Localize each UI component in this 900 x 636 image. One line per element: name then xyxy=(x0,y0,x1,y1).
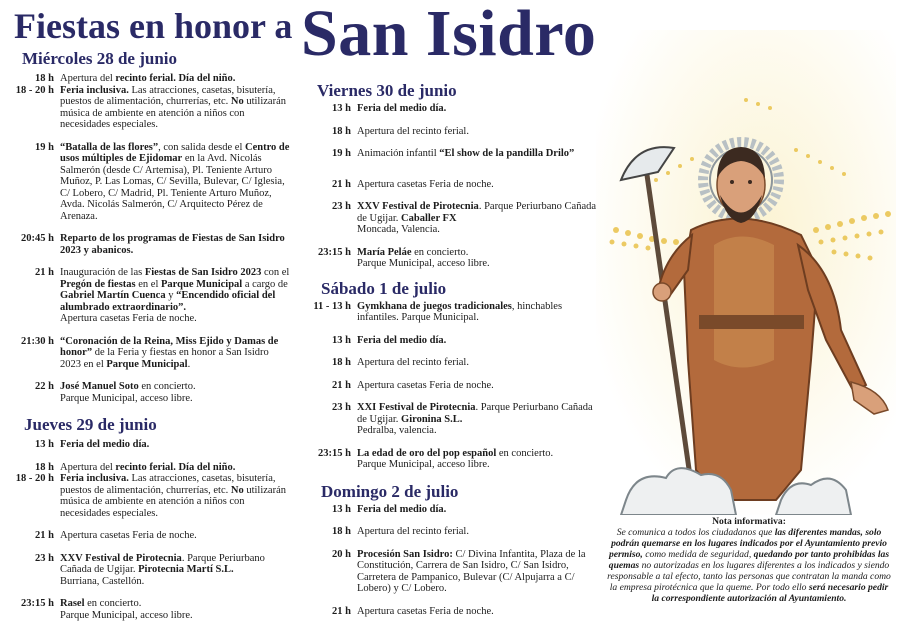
event-item xyxy=(0,473,290,519)
event-time: 13 h xyxy=(35,439,54,450)
event-item xyxy=(0,530,290,542)
column-left xyxy=(0,48,290,621)
column-middle xyxy=(305,80,605,617)
event-desc: XXI Festival de Pirotecnia. Parque Periurbano Cañada de Ugijar. Gironina S.L. Pedralba, valencia. xyxy=(357,402,593,436)
vest xyxy=(714,237,774,368)
event-desc: Apertura casetas Feria de noche. xyxy=(357,379,494,391)
day-heading-jueves: Jueves 29 de junio xyxy=(24,415,157,434)
event-item xyxy=(305,103,605,115)
event-time: 21 h xyxy=(332,605,351,617)
event-desc: Feria del medio día. xyxy=(60,439,150,450)
event-desc: Animación infantil “El show de la pandilla Drilo” xyxy=(357,148,575,159)
event-desc: Gymkhana de juegos tradicionales, hinchables infantiles. Parque Municipal. xyxy=(357,300,563,323)
event-desc: XXV Festival de Pirotecnia. Parque Periurbano Cañada de Ugijar. Caballer FX Moncada, Valencia. xyxy=(357,201,597,235)
event-time: 23 h xyxy=(35,552,54,564)
event-item xyxy=(305,402,605,437)
event-item xyxy=(305,526,605,538)
title-fiestas: Fiestas en honor a xyxy=(14,6,293,46)
event-desc: La edad de oro del pop español en concierto. Parque Municipal, acceso libre. xyxy=(357,447,554,470)
event-item xyxy=(0,462,290,474)
event-desc: “Batalla de las flores”, con salida desde el Centro de usos múltiples de Ejidomar en la Avd. Nicolás Salmerón (desde C/ Artemisa), Pl. Teniente Arturo Muñoz, P. Las Lomas, C/ Sevilla, Bulevar, C/ Iglesia, C/ Lobero, C/ Madrid, Pl. Teniente Arturo Muñoz, Avda. Nicolás Salmerón, C/ Arquitecto Pérez de Arenaza. xyxy=(60,141,290,222)
event-desc: Apertura casetas Feria de noche. xyxy=(357,605,494,617)
event-desc: José Manuel Soto en concierto. Parque Municipal, acceso libre. xyxy=(60,381,196,404)
event-time: 19 h xyxy=(35,141,54,153)
event-item xyxy=(0,233,290,256)
event-time: 13 h xyxy=(332,103,351,114)
event-desc: Apertura del recinto ferial. Día del niño. xyxy=(60,461,236,473)
event-desc: Feria del medio día. xyxy=(357,103,447,114)
event-time: 21 h xyxy=(332,379,351,391)
event-time: 20:45 h xyxy=(21,233,54,244)
event-desc: Feria del medio día. xyxy=(357,334,447,346)
event-desc: Apertura del recinto ferial. xyxy=(357,526,469,537)
event-item xyxy=(0,85,290,131)
event-time: 21 h xyxy=(35,267,54,278)
event-item xyxy=(305,504,605,516)
san-isidro-illustration xyxy=(596,30,896,515)
event-time: 23 h xyxy=(332,201,351,212)
title-san-isidro: San Isidro xyxy=(301,0,597,70)
event-time: 19 h xyxy=(332,148,351,159)
event-time: 21 h xyxy=(332,178,351,190)
event-item xyxy=(0,142,290,223)
event-time: 20 h xyxy=(332,548,351,560)
nota-body: Se comunica a todos los ciudadanos que las diferentes mandas, solo podrán quemarse en los lugares indicados por el Ayuntamiento previo permiso, como medida de seguridad, quedando por tanto prohibidas las quemas no autorizadas en los lugares diferentes a los indicados y siendo responsable a tal efecto, tanto las personas que contratan la manda como la empresa pirotécnica que la queme. Por todo ello será necesario pedir la correspondiente autorización al Ayuntamiento. xyxy=(607,527,891,604)
event-item xyxy=(0,553,290,588)
event-time: 11 - 13 h xyxy=(313,300,351,312)
event-time: 13 h xyxy=(332,503,351,515)
event-time: 21:30 h xyxy=(21,335,54,347)
event-desc: Feria inclusiva. Las atracciones, casetas, bisutería, puestos de alimentación, churrerías, etc. No utilizarán música de ambiente en atención a niños con necesidades especiales. xyxy=(60,84,286,130)
day-heading-sabado: Sábado 1 de julio xyxy=(321,278,447,298)
day-heading-miercoles: Miércoles 28 de junio xyxy=(22,49,178,68)
event-desc: Apertura casetas Feria de noche. xyxy=(357,178,494,190)
event-desc: Apertura del recinto ferial. Día del niño. xyxy=(60,73,236,84)
event-time: 22 h xyxy=(35,381,54,392)
event-item xyxy=(305,179,605,191)
event-item xyxy=(0,336,290,371)
event-time: 18 h xyxy=(332,526,351,537)
event-item xyxy=(305,301,605,324)
event-item xyxy=(305,380,605,392)
event-desc: XXV Festival de Pirotecnia. Parque Periurbano Cañada de Ugijar. Pirotecnia Martí S.L. Burriana, Castellón. xyxy=(60,552,265,587)
event-desc: “Coronación de la Reina, Miss Ejido y Damas de honor” de la Feria y fiestas en honor a San Isidro 2023 en el Parque Municipal. xyxy=(60,335,279,370)
event-time: 18 - 20 h xyxy=(15,473,54,484)
event-desc: Apertura del recinto ferial. xyxy=(357,357,469,368)
event-item xyxy=(305,549,605,595)
event-item xyxy=(0,267,290,325)
day-heading-viernes: Viernes 30 de junio xyxy=(317,81,457,100)
event-item xyxy=(305,148,605,160)
event-item xyxy=(305,126,605,138)
event-item xyxy=(305,448,605,471)
event-item xyxy=(0,439,290,451)
event-time: 18 h xyxy=(35,73,54,84)
event-desc: Apertura del recinto ferial. xyxy=(357,125,469,137)
event-time: 23:15 h xyxy=(21,598,54,609)
event-item xyxy=(0,381,290,404)
event-time: 21 h xyxy=(35,530,54,541)
event-desc: Reparto de los programas de Fiestas de San Isidro 2023 y abanicos. xyxy=(60,233,285,256)
event-desc: Inauguración de las Fiestas de San Isidro 2023 con el Pregón de fiestas en el Parque Municipal a cargo de Gabriel Martín Cuenca y “Encendido oficial del alumbrado extraordinario”. Apertura casetas Feria de noche. xyxy=(60,267,290,324)
event-time: 23:15 h xyxy=(318,246,351,258)
event-item xyxy=(305,606,605,618)
event-item xyxy=(305,247,605,270)
event-desc: Feria inclusiva. Las atracciones, casetas, bisutería, puestos de alimentación, churrerías, etc. No utilizarán música de ambiente en atención a niños con necesidades especiales. xyxy=(60,473,286,519)
event-desc: Rasel en concierto. Parque Municipal, acceso libre. xyxy=(60,598,193,621)
event-desc: Feria del medio día. xyxy=(357,503,447,515)
event-item xyxy=(0,598,290,621)
event-time: 18 - 20 h xyxy=(15,84,54,96)
event-desc: María Peláe en concierto. Parque Municipal, acceso libre. xyxy=(357,246,490,269)
event-time: 18 h xyxy=(332,125,351,137)
event-desc: Apertura casetas Feria de noche. xyxy=(60,530,197,541)
event-item xyxy=(305,335,605,347)
belt xyxy=(699,315,804,329)
event-time: 23 h xyxy=(332,402,351,413)
event-item xyxy=(0,73,290,85)
nota-heading: Nota informativa: xyxy=(712,516,786,527)
event-time: 23:15 h xyxy=(318,447,351,459)
event-item xyxy=(305,357,605,369)
left-hand xyxy=(653,283,671,301)
event-time: 18 h xyxy=(35,461,54,473)
event-item xyxy=(305,201,605,236)
event-time: 13 h xyxy=(332,334,351,346)
nota-informativa xyxy=(606,516,892,604)
day-heading-domingo: Domingo 2 de julio xyxy=(321,481,459,501)
event-time: 18 h xyxy=(332,357,351,368)
event-desc: Procesión San Isidro: C/ Divina Infantita, Plaza de la Constitución, Carrera de San Isidro, C/ San Isidro, Carretera de Pampanico, Bulevar (C/ Alpujarra a C/ Lobero) y C/ Lobero. xyxy=(357,548,586,594)
